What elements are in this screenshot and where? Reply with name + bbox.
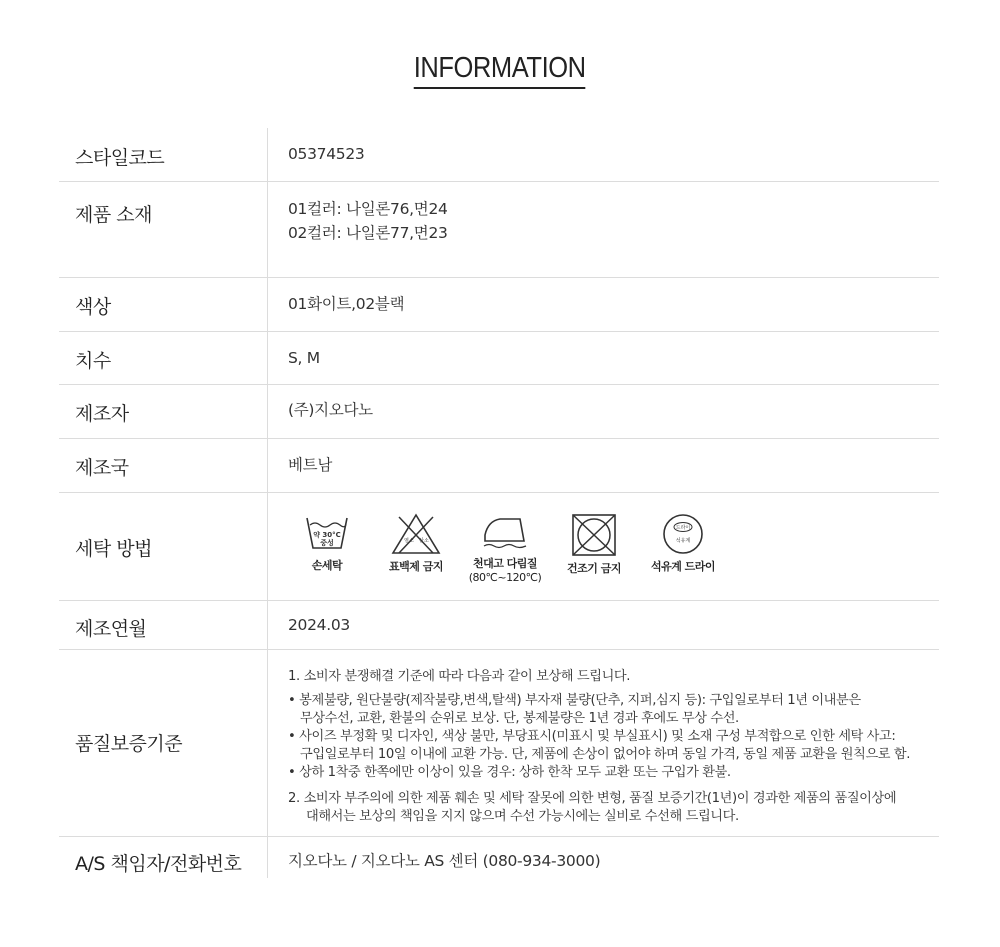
style-code-value: 05374523 [288,145,365,163]
no-tumble-dry-caption: 건조기 금지 [567,562,621,575]
divider [267,439,268,492]
quality-line: • 봉제불량, 원단불량(제작불량,변색,탈색) 부자재 불량(단추, 지퍼,심지 등): 구입일로부터 1년 이내분은 [288,693,861,708]
quality-line: 무상수선, 교환, 환불의 순위로 보상. 단, 봉제불량은 1년 경과 후에도 무상 수선. [300,711,739,726]
quality-line: • 상하 1착중 한쪽에만 이상이 있을 경우: 상하 한착 모두 교환 또는 구입가 환불. [288,765,731,780]
hand-wash-neutral-text: 중성 [320,539,334,547]
country-value: 베트남 [288,456,333,474]
divider [267,837,268,878]
style-code-label: 스타일코드 [75,147,165,169]
dry-clean-dry-text: 드라이 [675,525,691,531]
divider [267,278,268,331]
hand-wash-caption: 손세탁 [311,559,343,572]
divider [267,385,268,438]
quality-line: 구입일로부터 10일 이내에 교환 가능. 단, 제품에 손상이 없어야 하며 동일 가격, 동일 제품 교환을 원칙으로 함. [300,747,911,762]
row-material [59,182,939,278]
quality-line: 2. 소비자 부주의에 의한 제품 훼손 및 세탁 잘못에 의한 변형, 품질 보증기간(1년)이 경과한 제품의 품질이상에 [288,791,897,806]
row-size [59,332,939,385]
care-item-hand-wash [285,513,369,585]
divider [267,128,268,181]
spacer [288,782,938,790]
row-mfg-date [59,601,939,650]
as-label: A/S 책임자/전화번호 [75,853,242,875]
quality-line: • 사이즈 부정확 및 디자인, 색상 불만, 부당표시(미표시 및 부실표시) 및 소재 구성 부적합으로 인한 세탁 사고: [288,729,896,744]
mfg-date-value: 2024.03 [288,616,350,634]
size-label: 치수 [75,350,111,372]
material-line-1: 01컬러: 나일론76,면24 [288,200,448,218]
divider [267,601,268,649]
color-value: 01화이트,02블랙 [288,295,405,313]
divider [267,182,268,277]
title-wrap [0,52,1000,89]
quality-label: 품질보증기준 [75,733,183,755]
iron-caption-line-2: (80℃~120℃) [468,571,542,584]
no-bleach-chlorine-text: 염소 [404,538,414,544]
row-country [59,439,939,493]
divider [267,650,268,836]
hand-wash-icon [304,513,350,553]
row-color [59,278,939,332]
dry-clean-petroleum-text: 석유계 [675,538,691,544]
divider [267,332,268,384]
care-icons [285,513,730,585]
row-washing [59,493,939,601]
color-label: 색상 [75,296,111,318]
mfg-date-label: 제조연월 [75,618,147,640]
as-value: 지오다노 / 지오다노 AS 센터 (080-934-3000) [288,852,601,870]
size-value: S, M [288,349,320,367]
quality-line: 1. 소비자 분쟁해결 기준에 따라 다음과 같이 보상해 드립니다. [288,669,631,684]
row-style-code [59,128,939,182]
divider [267,493,268,600]
hand-wash-temp-text: 약 30°C [313,531,341,539]
care-item-dry-clean [641,513,725,585]
material-label: 제품 소재 [75,204,152,226]
dry-clean-caption: 석유계 드라이 [650,560,716,573]
row-quality [59,650,939,837]
maker-value: (주)지오다노 [288,401,373,419]
info-table [59,128,939,878]
no-bleach-icon [391,513,441,555]
iron-caption [469,557,542,585]
page-title: INFORMATION [414,52,586,89]
no-tumble-dry-icon [571,513,617,557]
quality-line: 대해서는 보상의 책임을 지지 않으며 수선 가능시에는 실비로 수선해 드립니다. [306,809,739,824]
row-maker [59,385,939,439]
country-label: 제조국 [75,457,129,479]
no-bleach-oxygen-text: 산소 [419,538,429,544]
material-line-2: 02컬러: 나일론77,면23 [288,224,448,242]
row-as [59,837,939,878]
dry-clean-icon [661,513,705,555]
care-item-iron [463,513,547,585]
maker-label: 제조자 [75,403,129,425]
quality-text [288,668,938,826]
washing-label: 세탁 방법 [75,538,152,560]
iron-caption-line-1: 천대고 다림질 [472,557,538,570]
care-item-no-bleach [374,513,458,585]
no-bleach-caption: 표백제 금지 [389,560,443,573]
iron-icon [482,513,528,551]
care-item-no-tumble-dry [552,513,636,585]
